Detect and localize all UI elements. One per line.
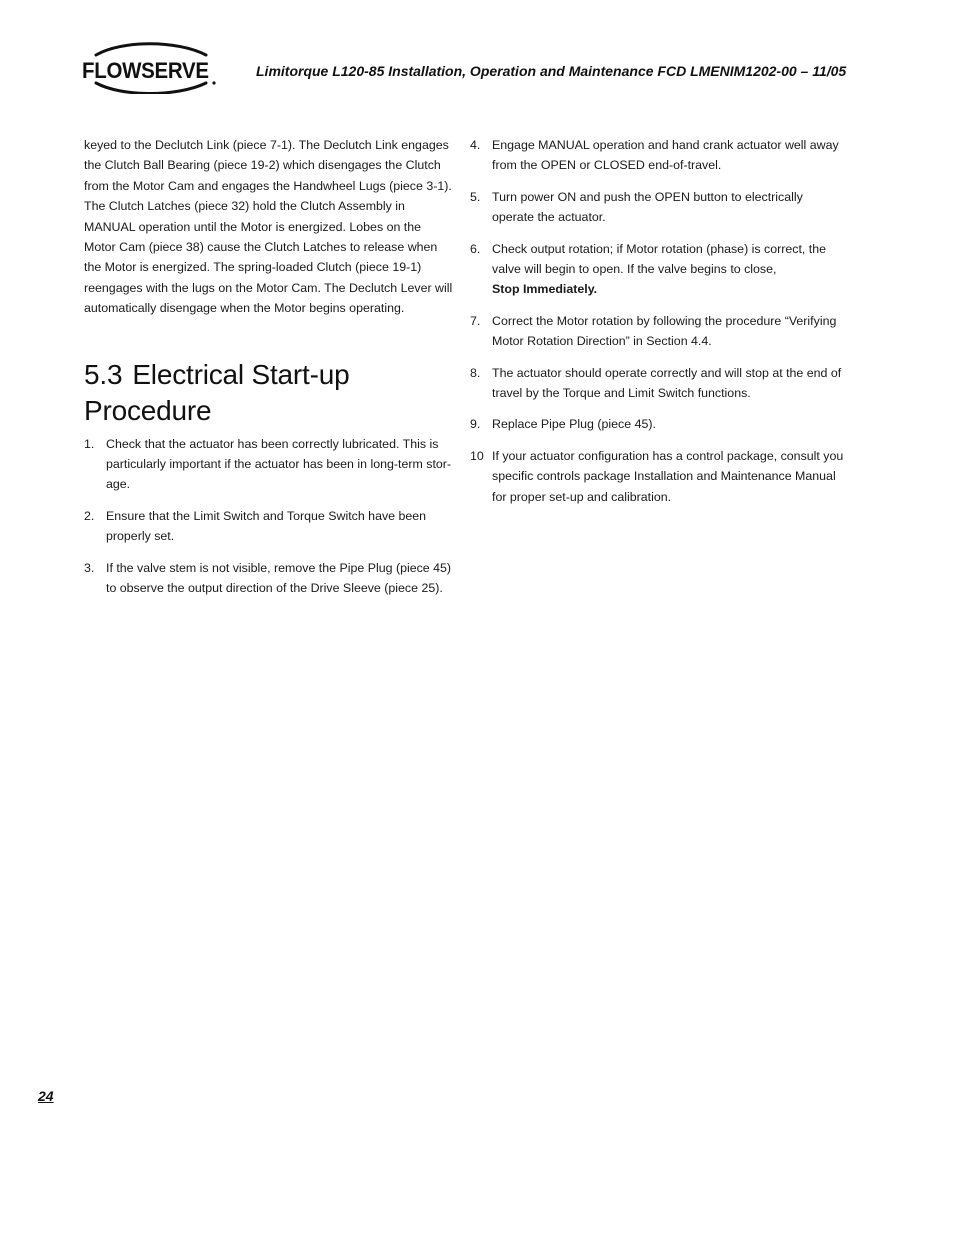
step-text: If the valve stem is not visible, remove the Pipe Plug (piece 45) to observe the output direction of the Drive Sleeve (piece 25). [106,560,452,596]
step-item [470,363,846,404]
step-number: 1. [84,436,95,451]
steps-list-right [470,135,846,507]
document-header-title: Limitorque L120-85 Installation, Operation and Maintenance FCD LMENIM1202-00 – 11/05 [256,63,847,79]
intro-paragraph: keyed to the Declutch Link (piece 7-1). The Declutch Link engages the Clutch Ball Bearing (piece 19-2) which disengages the Clutch from the Motor Cam and engages the Handwheel Lugs (piece 3-1). The Clutch Latches (piece 32) hold the Clutch Assembly in MANUAL operation until the Motor is energized. Lobes on the Motor Cam (piece 38) cause the Clutch Latches to release when the Motor is energized. The spring-loaded Clutch (piece 19-1) reengages with the lugs on the Motor Cam. The Declutch Lever will automatically disengage when the Motor begins operating. [84,138,453,316]
step-text: Turn power ON and push the OPEN button to electrically operate the actuator. [492,189,803,225]
step-item [470,446,846,507]
step-emphasis: Stop Immediately. [492,282,598,297]
step-item [470,414,846,434]
step-number: 5. [470,189,481,204]
section-heading [84,357,456,429]
step-text: Correct the Motor rotation by following the procedure “Verifying Motor Rotation Direction” in Section 4.4. [492,313,837,349]
step-item [84,434,456,495]
step-item [470,135,846,176]
steps-list-left [84,434,456,599]
step-item [470,187,846,228]
page-number: 24 [38,1088,54,1104]
section-number: 5.3 [84,358,123,390]
section-title: Electrical Start-up Procedure [84,358,350,426]
right-column [470,135,846,518]
flowserve-logo [82,42,222,94]
step-number: 8. [470,365,481,380]
step-number: 9. [470,417,481,432]
step-item [470,239,846,300]
step-number: 3. [84,560,95,575]
step-text: Ensure that the Limit Switch and Torque Switch have been properly set. [106,508,427,544]
step-number: 4. [470,138,481,152]
step-number: 10 [470,448,484,463]
step-text: The actuator should operate correctly and will stop at the end of travel by the Torque and Limit Switch functions. [492,365,842,401]
step-number: 2. [84,508,95,523]
step-item [84,558,456,599]
step-item [470,311,846,352]
step-text: Check output rotation; if Motor rotation (phase) is correct, the valve will begin to open. If the valve begins to close, [492,241,827,277]
step-text: If your actuator configuration has a control package, consult you specific controls package Installation and Maintenance Manual for proper set-up and calibration. [492,448,844,504]
step-text: Engage MANUAL operation and hand crank actuator well away from the OPEN or CLOSED end-of-travel. [492,138,839,173]
step-text: Check that the actuator has been correctly lubricated. This is particularly important if the actuator has been in long-term stor-age. [106,436,452,492]
step-text: Replace Pipe Plug (piece 45). [492,417,656,432]
step-number: 7. [470,313,481,328]
logo-text: FLOWSERVE [82,58,209,83]
step-item [84,506,456,547]
left-column [84,135,456,610]
step-number: 6. [470,241,481,256]
